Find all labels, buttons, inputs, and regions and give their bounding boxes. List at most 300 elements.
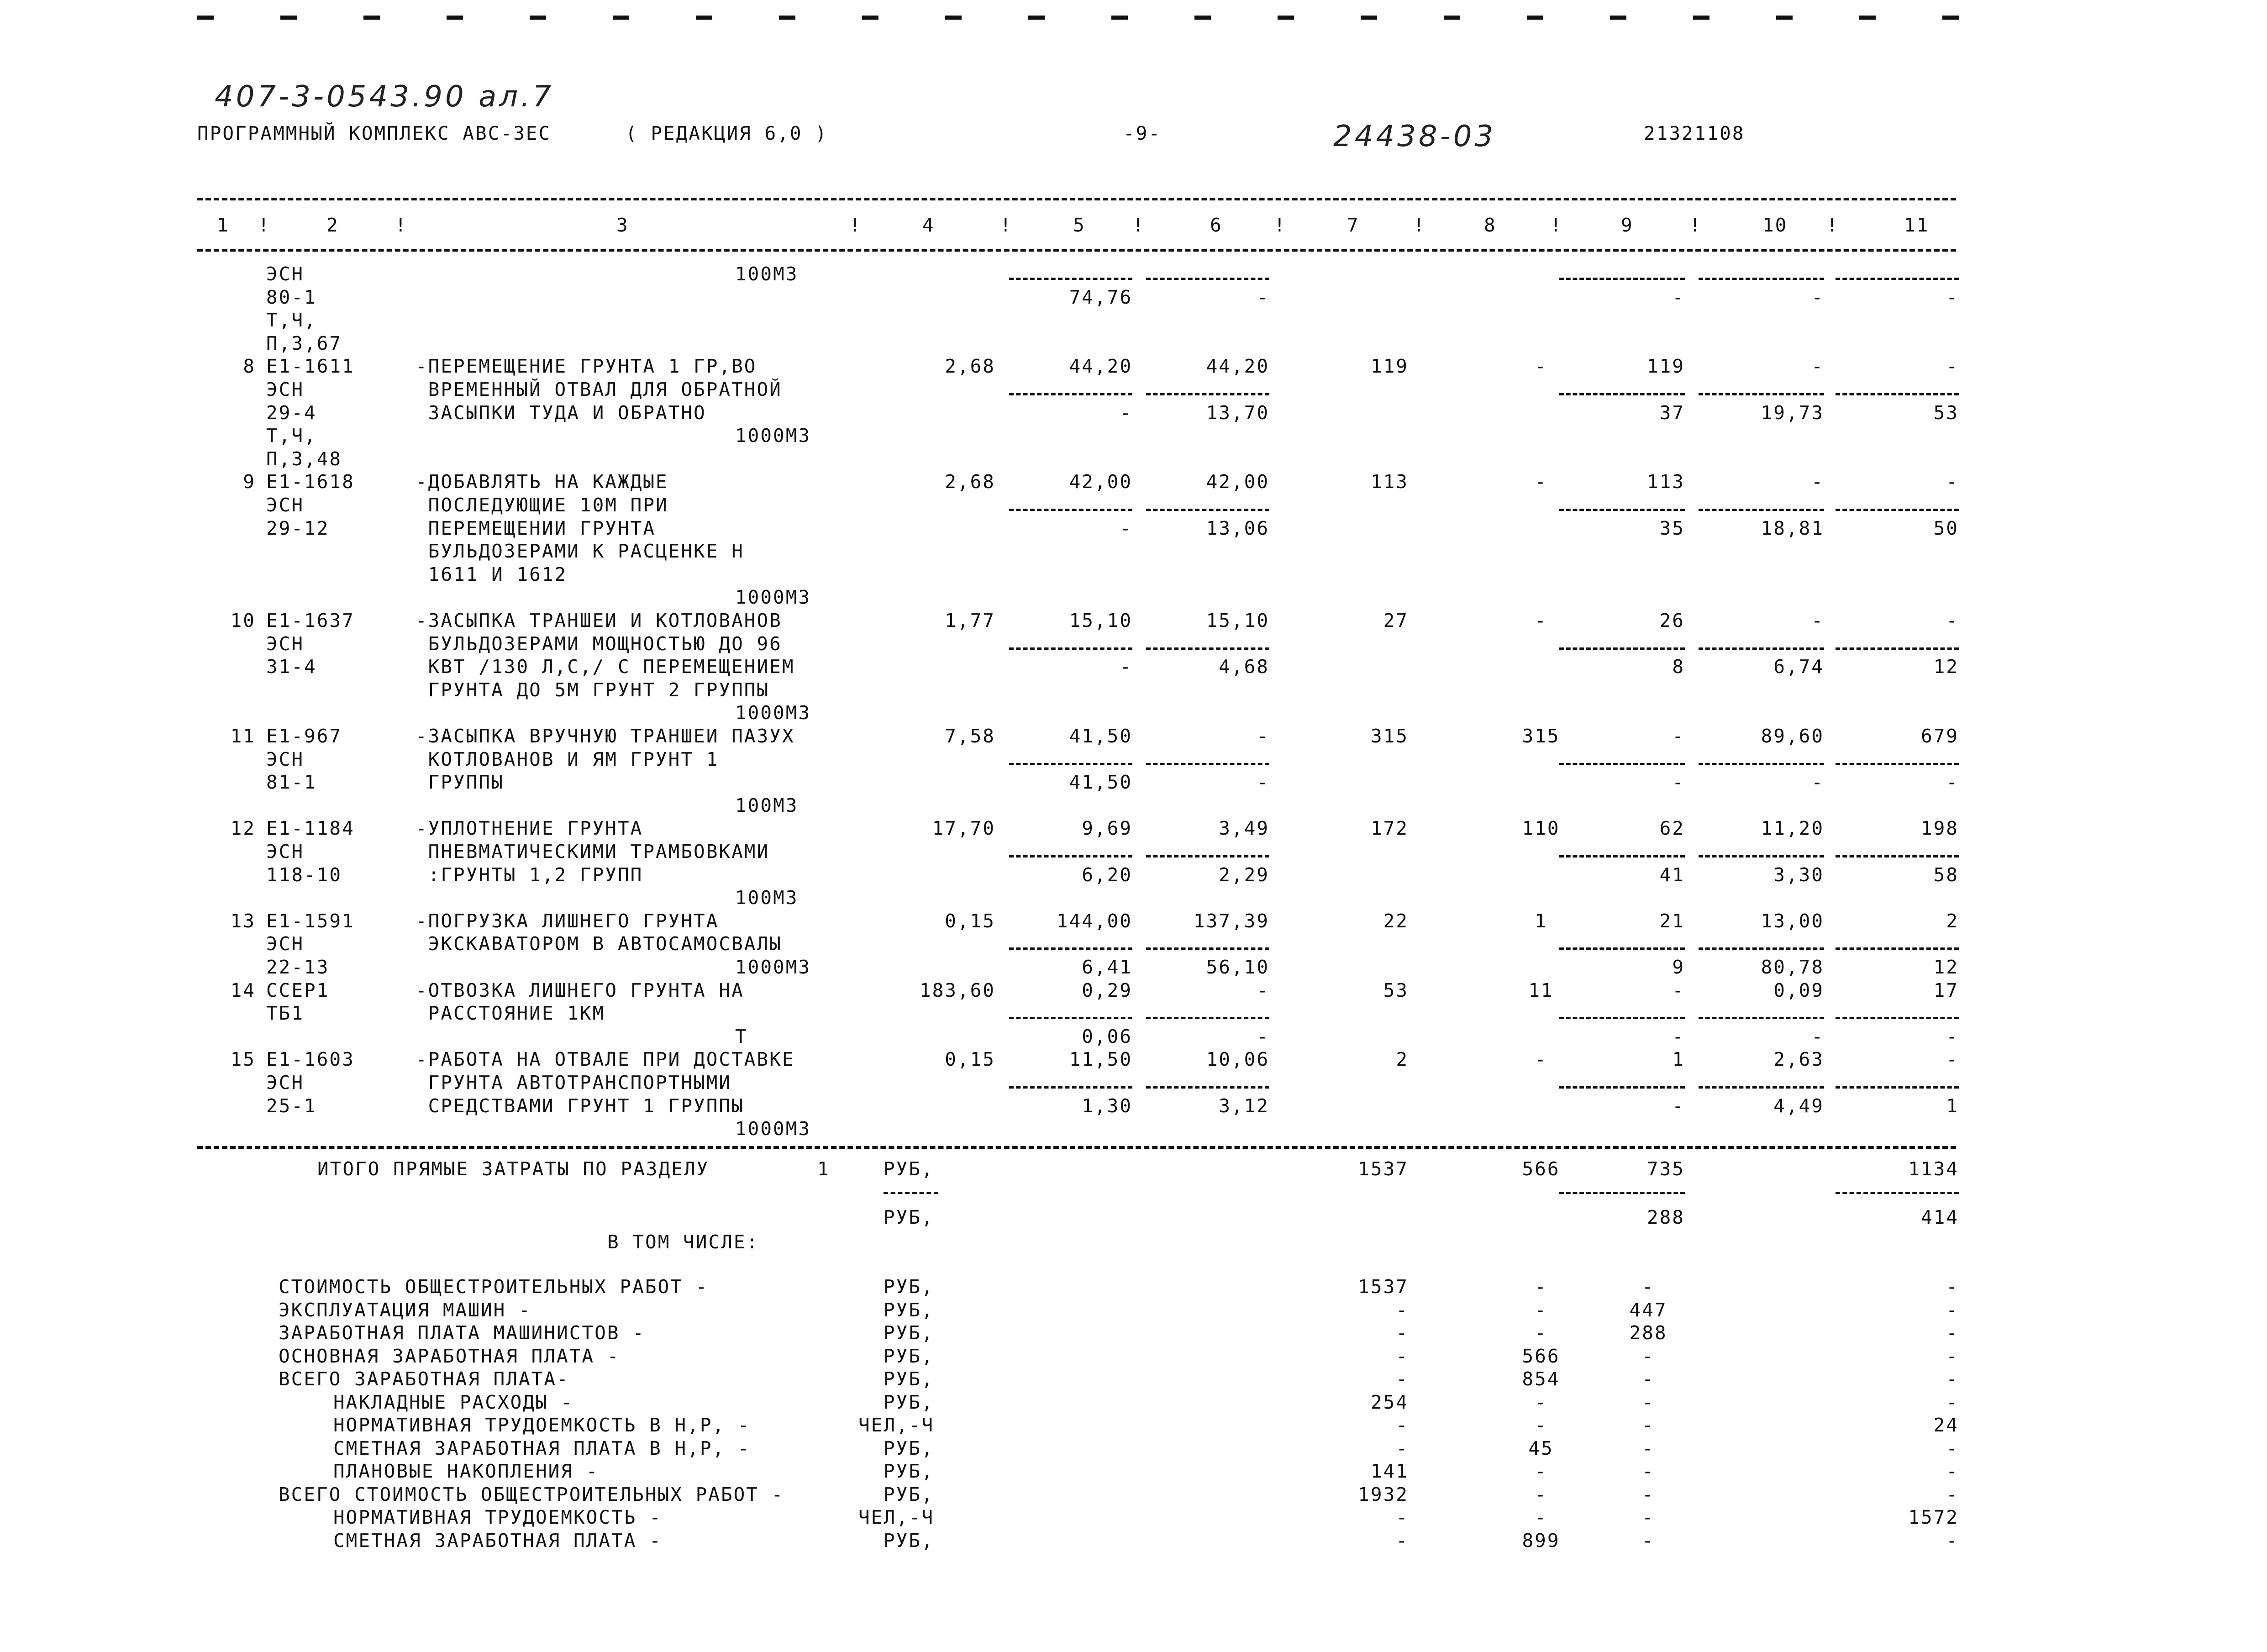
top-dash-mark — [363, 16, 380, 20]
value-col-g: 172 — [1370, 817, 1409, 839]
sub-rule — [1559, 763, 1685, 765]
value-col-k: 17 — [1933, 979, 1959, 1001]
summary-label: ОСНОВНАЯ ЗАРАБОТНАЯ ПЛАТА - — [279, 1345, 620, 1367]
total-col-i: 288 — [1646, 1206, 1685, 1228]
value-col-f: 13,06 — [1206, 517, 1269, 539]
row-number: 12 — [230, 817, 256, 839]
sub-rule — [1699, 393, 1824, 395]
value-col-f: 56,10 — [1206, 956, 1269, 978]
value-col-d: 0,15 — [945, 1048, 995, 1070]
summary-col-g: - — [1396, 1368, 1409, 1390]
value-col-e: 1,30 — [1082, 1095, 1132, 1117]
top-dash-mark — [1361, 16, 1377, 20]
sub-rule — [1009, 647, 1132, 650]
value-col-k: 12 — [1933, 956, 1959, 978]
summary-unit: РУБ, — [884, 1460, 934, 1482]
value-col-d: 2,68 — [945, 355, 995, 377]
work-description: ЗАСЫПКИ ТУДА И ОБРАТНО — [416, 402, 706, 424]
summary-col-g: - — [1396, 1345, 1409, 1367]
value-col-i: - — [1672, 725, 1685, 747]
rate-code: 29-4 — [266, 402, 317, 424]
rate-code: 81-1 — [266, 771, 317, 793]
value-col-f: 3,49 — [1219, 817, 1269, 839]
top-dash-mark — [1859, 16, 1876, 20]
rate-code: 80-1 — [266, 286, 317, 308]
column-header: 3 — [616, 214, 629, 236]
value-col-d: 17,70 — [932, 817, 995, 839]
unit-of-measure: 100М3 — [735, 887, 799, 909]
summary-col-k: - — [1946, 1437, 1959, 1459]
sub-rule — [1699, 947, 1824, 950]
total-label: ИТОГО ПРЯМЫЕ ЗАТРАТЫ ПО РАЗДЕЛУ — [317, 1158, 710, 1180]
column-header: 11 — [1904, 214, 1930, 236]
value-col-e: 41,50 — [1069, 771, 1132, 793]
column-header: 8 — [1484, 214, 1497, 236]
column-separator: ! — [1826, 214, 1839, 236]
value-col-f: 2,29 — [1219, 864, 1269, 886]
value-col-e: - — [1120, 656, 1132, 678]
top-dash-mark — [1693, 16, 1709, 20]
value-col-g: 315 — [1370, 725, 1409, 747]
rate-code: Е1-1618 — [266, 471, 355, 493]
value-col-h: 11 — [1528, 979, 1554, 1001]
value-col-e: 0,06 — [1082, 1026, 1132, 1047]
summary-col-i: - — [1642, 1460, 1655, 1482]
rate-code: ТБ1 — [266, 1002, 305, 1024]
work-description: ГРУНТА ДО 5М ГРУНТ 2 ГРУППЫ — [416, 679, 770, 701]
sub-rule — [1559, 1086, 1685, 1089]
summary-col-g: 1537 — [1358, 1276, 1409, 1298]
value-col-e: 0,29 — [1082, 979, 1132, 1001]
work-description: -УПЛОТНЕНИЕ ГРУНТА — [416, 817, 643, 839]
summary-col-g: 254 — [1370, 1391, 1409, 1413]
sub-rule — [1699, 509, 1824, 511]
summary-col-g: - — [1396, 1530, 1409, 1552]
value-col-f: 3,12 — [1219, 1095, 1269, 1117]
summary-col-i: - — [1642, 1368, 1655, 1390]
sub-rule — [1836, 278, 1959, 280]
top-dash-mark — [945, 16, 962, 20]
summary-unit: РУБ, — [884, 1368, 934, 1390]
value-col-g: 22 — [1383, 910, 1409, 932]
value-col-e: 144,00 — [1056, 910, 1132, 932]
summary-col-k: 24 — [1933, 1414, 1959, 1436]
row-number: 11 — [230, 725, 256, 747]
column-header: 1 — [217, 214, 230, 236]
value-col-g: 113 — [1370, 471, 1409, 493]
summary-col-h: 899 — [1522, 1530, 1560, 1552]
value-col-k: 1 — [1946, 1095, 1959, 1117]
value-col-k: 198 — [1920, 817, 1959, 839]
sub-rule — [1836, 855, 1959, 858]
top-dash-mark — [1111, 16, 1128, 20]
summary-unit: РУБ, — [884, 1345, 934, 1367]
top-dash-mark — [280, 16, 297, 20]
rate-code: 25-1 — [266, 1095, 317, 1117]
sub-rule — [1699, 1017, 1824, 1019]
column-header: 5 — [1073, 214, 1086, 236]
rate-code: ЭСН — [266, 494, 305, 516]
work-description: ВРЕМЕННЫЙ ОТВАЛ ДЛЯ ОБРАТНОЙ — [416, 379, 782, 400]
column-separator: ! — [1000, 214, 1013, 236]
handwritten-doc-number: 24438-03 — [1333, 120, 1496, 153]
sub-rule — [1009, 1086, 1132, 1089]
sub-rule — [1836, 647, 1959, 650]
summary-col-k: 1572 — [1908, 1506, 1959, 1528]
work-description: БУЛЬДОЗЕРАМИ МОЩНОСТЬЮ ДО 96 — [416, 633, 782, 655]
value-col-k: - — [1946, 471, 1959, 493]
column-header: 2 — [326, 214, 339, 236]
row-number: 8 — [243, 355, 256, 377]
total-col-k: 1134 — [1908, 1158, 1959, 1180]
summary-col-g: 1932 — [1358, 1484, 1409, 1505]
rate-code: Т,Ч, — [266, 425, 317, 447]
rate-code: Е1-1603 — [266, 1048, 355, 1070]
top-dash-mark — [197, 16, 214, 20]
work-description: РАССТОЯНИЕ 1КМ — [416, 1002, 605, 1024]
summary-col-i: - — [1642, 1506, 1655, 1528]
summary-col-h: - — [1535, 1391, 1547, 1413]
value-col-k: 679 — [1920, 725, 1959, 747]
summary-col-i: 288 — [1629, 1322, 1667, 1344]
summary-label: ЭКСПЛУАТАЦИЯ МАШИН - — [279, 1299, 531, 1321]
summary-label: ВСЕГО СТОИМОСТЬ ОБЩЕСТРОИТЕЛЬНЫХ РАБОТ - — [279, 1484, 784, 1505]
sub-rule — [1699, 763, 1824, 765]
summary-col-i: 447 — [1629, 1299, 1667, 1321]
value-col-f: - — [1257, 979, 1269, 1001]
summary-col-h: - — [1535, 1460, 1547, 1482]
total-col-h: 566 — [1522, 1158, 1560, 1180]
unit-of-measure: 1000М3 — [735, 956, 811, 978]
value-col-j: - — [1811, 1026, 1824, 1047]
sub-rule — [1146, 1086, 1269, 1089]
summary-col-i: - — [1642, 1345, 1655, 1367]
summary-col-i: - — [1642, 1484, 1655, 1505]
value-col-e: 41,50 — [1069, 725, 1132, 747]
summary-col-k: - — [1946, 1484, 1959, 1505]
work-description: -ОТВОЗКА ЛИШНЕГО ГРУНТА НА — [416, 979, 744, 1001]
sub-rule — [1559, 509, 1685, 511]
header-bottom-rule — [197, 249, 1956, 252]
value-col-i: 26 — [1659, 610, 1685, 631]
summary-col-h: - — [1535, 1414, 1547, 1436]
rate-code: Е1-967 — [266, 725, 342, 747]
top-dash-mark — [1194, 16, 1211, 20]
work-description: 1611 И 1612 — [416, 563, 568, 585]
value-col-e: 11,50 — [1069, 1048, 1132, 1070]
value-col-f: - — [1257, 286, 1269, 308]
rate-code: Е1-1591 — [266, 910, 355, 932]
value-col-f: 10,06 — [1206, 1048, 1269, 1070]
work-description: :ГРУНТЫ 1,2 ГРУПП — [416, 864, 643, 886]
summary-col-i: - — [1642, 1437, 1655, 1459]
value-col-i: 113 — [1646, 471, 1685, 493]
rate-code: 118-10 — [266, 864, 342, 886]
work-description: -ЗАСЫПКА ТРАНШЕИ И КОТЛОВАНОВ — [416, 610, 782, 631]
summary-col-i: - — [1642, 1391, 1655, 1413]
summary-label: СМЕТНАЯ ЗАРАБОТНАЯ ПЛАТА В Н,Р, - — [333, 1437, 751, 1459]
value-col-j: 2,63 — [1773, 1048, 1824, 1070]
sub-rule — [1836, 509, 1959, 511]
column-header: 7 — [1347, 214, 1360, 236]
value-col-k: 53 — [1933, 402, 1959, 424]
value-col-f: - — [1257, 771, 1269, 793]
work-description: -РАБОТА НА ОТВАЛЕ ПРИ ДОСТАВКЕ — [416, 1048, 795, 1070]
total-unit: РУБ, — [884, 1206, 934, 1228]
unit-of-measure: 1000М3 — [735, 425, 811, 447]
sub-rule — [1559, 1192, 1685, 1194]
rate-code: ЭСН — [266, 841, 305, 863]
value-col-e: 6,20 — [1082, 864, 1132, 886]
summary-col-h: 854 — [1522, 1368, 1560, 1390]
sub-rule — [1559, 1017, 1685, 1019]
value-col-k: - — [1946, 771, 1959, 793]
sub-rule — [1836, 1192, 1959, 1194]
page-number: -9- — [1123, 122, 1162, 144]
value-col-i: - — [1672, 979, 1685, 1001]
summary-label: ЗАРАБОТНАЯ ПЛАТА МАШИНИСТОВ - — [279, 1322, 645, 1344]
including-label: В ТОМ ЧИСЛЕ: — [607, 1231, 759, 1253]
value-col-i: 35 — [1659, 517, 1685, 539]
value-col-h: - — [1535, 610, 1547, 631]
sub-rule — [1009, 1017, 1132, 1019]
summary-unit: РУБ, — [884, 1484, 934, 1505]
rate-code: ЭСН — [266, 379, 305, 400]
summary-col-h: 566 — [1522, 1345, 1560, 1367]
sub-rule — [1146, 947, 1269, 950]
value-col-i: 119 — [1646, 355, 1685, 377]
summary-col-h: - — [1535, 1322, 1547, 1344]
value-col-i: - — [1672, 1026, 1685, 1047]
value-col-h: - — [1535, 355, 1547, 377]
value-col-i: - — [1672, 286, 1685, 308]
value-col-g: 119 — [1370, 355, 1409, 377]
rate-code: П,3,67 — [266, 332, 342, 354]
summary-label: НАКЛАДНЫЕ РАСХОДЫ - — [333, 1391, 573, 1413]
value-col-j: 0,09 — [1773, 979, 1824, 1001]
value-col-e: - — [1120, 402, 1132, 424]
total-section: 1 — [817, 1158, 830, 1180]
unit-of-measure: 1000М3 — [735, 702, 811, 724]
value-col-f: 137,39 — [1193, 910, 1269, 932]
value-col-i: 9 — [1672, 956, 1685, 978]
top-dash-mark — [862, 16, 878, 20]
value-col-i: 21 — [1659, 910, 1685, 932]
value-col-e: 44,20 — [1069, 355, 1132, 377]
summary-unit: РУБ, — [884, 1299, 934, 1321]
unit-of-measure: Т — [735, 1026, 748, 1047]
rate-code: П,3,48 — [266, 448, 342, 470]
summary-col-h: - — [1535, 1506, 1547, 1528]
summary-col-k: - — [1946, 1530, 1959, 1552]
value-col-i: - — [1672, 771, 1685, 793]
work-description: -ПЕРЕМЕЩЕНИЕ ГРУНТА 1 ГР,ВО — [416, 355, 757, 377]
column-separator: ! — [1132, 214, 1145, 236]
summary-col-h: - — [1535, 1299, 1547, 1321]
sub-rule — [1146, 855, 1269, 858]
row-number: 14 — [230, 979, 256, 1001]
value-col-i: 62 — [1659, 817, 1685, 839]
top-dash-mark — [696, 16, 712, 20]
total-unit: РУБ, — [884, 1158, 934, 1180]
work-description: БУЛЬДОЗЕРАМИ К РАСЦЕНКЕ Н — [416, 540, 744, 562]
sub-rule — [1559, 393, 1685, 395]
summary-col-g: 141 — [1370, 1460, 1409, 1482]
summary-col-h: - — [1535, 1484, 1547, 1505]
sub-rule — [1836, 763, 1959, 765]
rate-code: 31-4 — [266, 656, 317, 678]
rate-code: Е1-1184 — [266, 817, 355, 839]
top-dash-mark — [1028, 16, 1045, 20]
top-dash-mark — [1610, 16, 1626, 20]
value-col-k: 50 — [1933, 517, 1959, 539]
rate-code: 29-12 — [266, 517, 330, 539]
value-col-e: 15,10 — [1069, 610, 1132, 631]
value-col-k: - — [1946, 1048, 1959, 1070]
rate-code: ЭСН — [266, 1072, 305, 1094]
value-col-f: 42,00 — [1206, 471, 1269, 493]
column-separator: ! — [849, 214, 862, 236]
value-col-k: - — [1946, 1026, 1959, 1047]
value-col-g: 2 — [1396, 1048, 1409, 1070]
column-header: 10 — [1762, 214, 1788, 236]
table-end-rule — [197, 1146, 1956, 1149]
value-col-f: 4,68 — [1219, 656, 1269, 678]
value-col-f: 13,70 — [1206, 402, 1269, 424]
value-col-d: 7,58 — [945, 725, 995, 747]
sub-rule — [884, 1192, 938, 1194]
summary-unit: ЧЕЛ,-Ч — [858, 1414, 935, 1436]
value-col-i: 8 — [1672, 656, 1685, 678]
value-col-d: 183,60 — [919, 979, 995, 1001]
summary-col-i: - — [1642, 1414, 1655, 1436]
value-col-j: 19,73 — [1761, 402, 1824, 424]
work-description: -ПОГРУЗКА ЛИШНЕГО ГРУНТА — [416, 910, 719, 932]
column-separator: ! — [1274, 214, 1287, 236]
sub-rule — [1836, 947, 1959, 950]
value-col-d: 0,15 — [945, 910, 995, 932]
summary-col-k: - — [1946, 1368, 1959, 1390]
work-description: -ДОБАВЛЯТЬ НА КАЖДЫЕ — [416, 471, 668, 493]
column-separator: ! — [1689, 214, 1702, 236]
value-col-f: - — [1257, 1026, 1269, 1047]
work-description: ЭКСКАВАТОРОМ В АВТОСАМОСВАЛЫ — [416, 933, 782, 955]
value-col-i: - — [1672, 1095, 1685, 1117]
value-col-k: - — [1946, 286, 1959, 308]
summary-col-k: - — [1946, 1322, 1959, 1344]
unit-of-measure: 1000М3 — [735, 586, 811, 608]
row-number: 10 — [230, 610, 256, 631]
sub-rule — [1146, 393, 1269, 395]
summary-unit: РУБ, — [884, 1322, 934, 1344]
rate-code: Е1-1611 — [266, 355, 355, 377]
value-col-g: 53 — [1383, 979, 1409, 1001]
value-col-i: 41 — [1659, 864, 1685, 886]
sub-rule — [1146, 647, 1269, 650]
work-description: КВТ /130 Л,С,/ С ПЕРЕМЕЩЕНИЕМ — [416, 656, 795, 678]
value-col-h: - — [1535, 1048, 1547, 1070]
summary-col-i: - — [1642, 1530, 1655, 1552]
column-separator: ! — [395, 214, 408, 236]
top-dash-mark — [447, 16, 463, 20]
summary-col-g: - — [1396, 1437, 1409, 1459]
summary-unit: РУБ, — [884, 1391, 934, 1413]
sub-rule — [1699, 855, 1824, 858]
top-dash-mark — [1776, 16, 1793, 20]
value-col-j: 4,49 — [1773, 1095, 1824, 1117]
sub-rule — [1559, 855, 1685, 858]
value-col-e: 74,76 — [1069, 286, 1132, 308]
row-number: 13 — [230, 910, 256, 932]
work-description: ГРУНТА АВТОТРАНСПОРТНЫМИ — [416, 1072, 732, 1094]
summary-col-g: - — [1396, 1414, 1409, 1436]
sub-rule — [1559, 278, 1685, 280]
summary-label: ПЛАНОВЫЕ НАКОПЛЕНИЯ - — [333, 1460, 599, 1482]
top-dash-mark — [613, 16, 629, 20]
sub-rule — [1559, 947, 1685, 950]
value-col-k: - — [1946, 610, 1959, 631]
value-col-j: 80,78 — [1761, 956, 1824, 978]
program-title: ПРОГРАММНЫЙ КОМПЛЕКС АВС-3ЕС — [197, 122, 552, 144]
column-separator: ! — [1550, 214, 1563, 236]
unit-of-measure: 1000М3 — [735, 1118, 811, 1140]
summary-col-h: 45 — [1528, 1437, 1554, 1459]
sub-rule — [1559, 647, 1685, 650]
column-header: 9 — [1621, 214, 1634, 236]
rate-code: ССЕР1 — [266, 979, 330, 1001]
document-code: 21321108 — [1644, 122, 1745, 144]
sub-rule — [1146, 509, 1269, 511]
top-dash-mark — [530, 16, 546, 20]
value-col-j: - — [1811, 771, 1824, 793]
work-description: ПЕРЕМЕЩЕНИИ ГРУНТА — [416, 517, 656, 539]
summary-unit: РУБ, — [884, 1437, 934, 1459]
rate-code: ЭСН — [266, 263, 305, 285]
summary-unit: РУБ, — [884, 1530, 934, 1552]
value-col-h: - — [1535, 471, 1547, 493]
work-description: ГРУППЫ — [416, 771, 504, 793]
rate-code: ЭСН — [266, 748, 305, 770]
rate-code: ЭСН — [266, 933, 305, 955]
rate-code: Т,Ч, — [266, 309, 317, 331]
summary-col-k: - — [1946, 1276, 1959, 1298]
total-col-g: 1537 — [1358, 1158, 1409, 1180]
sub-rule — [1836, 1086, 1959, 1089]
value-col-i: 1 — [1672, 1048, 1685, 1070]
summary-col-k: - — [1946, 1299, 1959, 1321]
sub-rule — [1009, 278, 1132, 280]
value-col-e: - — [1120, 517, 1132, 539]
value-col-f: - — [1257, 725, 1269, 747]
sub-rule — [1009, 947, 1132, 950]
value-col-k: 2 — [1946, 910, 1959, 932]
sub-rule — [1009, 509, 1132, 511]
sub-rule — [1009, 855, 1132, 858]
rate-code: ЭСН — [266, 633, 305, 655]
value-col-j: 3,30 — [1773, 864, 1824, 886]
summary-col-h: - — [1535, 1276, 1547, 1298]
summary-label: НОРМАТИВНАЯ ТРУДОЕМКОСТЬ В Н,Р, - — [333, 1414, 751, 1436]
sub-rule — [1146, 763, 1269, 765]
value-col-j: 13,00 — [1761, 910, 1824, 932]
summary-col-i: - — [1642, 1276, 1655, 1298]
value-col-k: 12 — [1933, 656, 1959, 678]
value-col-i: 37 — [1659, 402, 1685, 424]
summary-col-g: - — [1396, 1299, 1409, 1321]
top-dash-mark — [1278, 16, 1294, 20]
sub-rule — [1146, 278, 1269, 280]
sub-rule — [1146, 1017, 1269, 1019]
